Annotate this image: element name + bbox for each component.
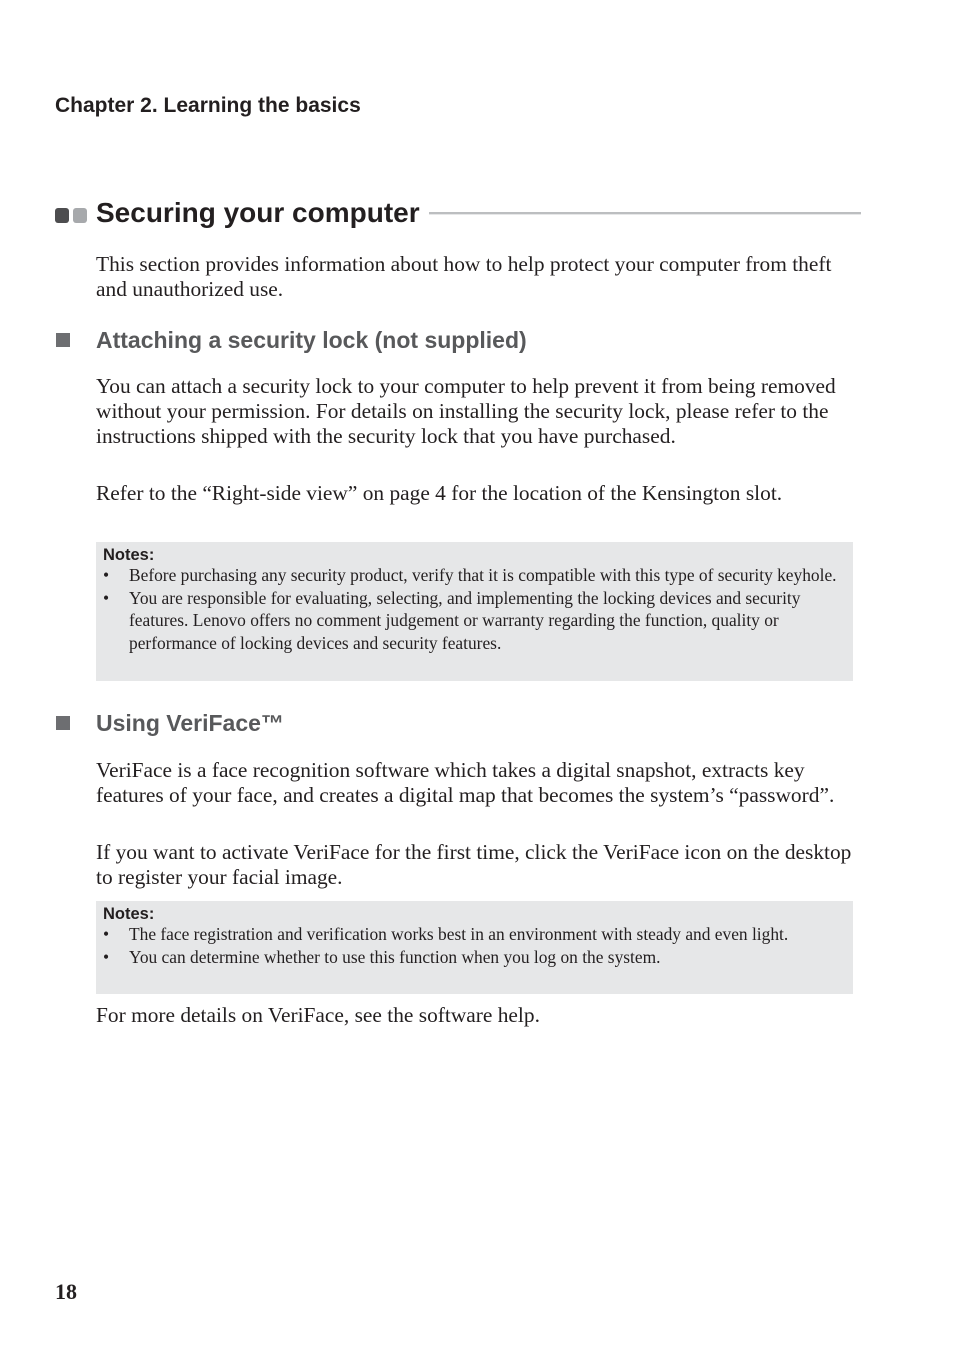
note-text: Before purchasing any security product, verify that it is compatible with this type of security keyhole.: [129, 565, 837, 585]
paragraph: For more details on VeriFace, see the software help.: [96, 1003, 540, 1027]
intro-paragraph: This section provides information about how to help protect your computer from theft and unauthorized use.: [96, 252, 832, 301]
notes-title: Notes:: [103, 905, 155, 923]
subheading-veriface: [55, 709, 855, 739]
security-lock-paragraph-1: [96, 374, 864, 449]
note-text: You can determine whether to use this function when you log on the system.: [129, 946, 661, 967]
list-item: [103, 946, 843, 969]
bullet-icon: •: [103, 946, 110, 967]
page-number: 18: [55, 1279, 77, 1304]
light-square-icon: [73, 208, 87, 223]
note-text: The face registration and verification works best in an environment with steady and even light.: [129, 924, 789, 944]
paragraph: Refer to the “Right-side view” on page 4 for the location of the Kensington slot.: [96, 481, 783, 505]
paragraph: VeriFace is a face recognition software which takes a digital snapshot, extracts key features of your face, and creates a digital map that becomes the system’s “password”.: [96, 758, 835, 807]
list-item: [103, 564, 843, 587]
square-bullet-icon: [56, 716, 70, 730]
notes-list: [103, 923, 843, 968]
notes-title: Notes:: [103, 546, 155, 564]
veriface-footer: [96, 1003, 864, 1028]
list-item: [103, 923, 843, 946]
note-text: You are responsible for evaluating, selecting, and implementing the locking devices and security features. Lenovo offers no comment judgement or warranty regarding the function, quality or performance of locking devices and security features.: [129, 587, 801, 653]
security-lock-paragraph-2: [96, 481, 864, 506]
double-square-icon: [55, 208, 91, 224]
bullet-icon: •: [103, 924, 110, 944]
section-title: Securing your computer: [96, 197, 420, 228]
dark-square-icon: [55, 208, 69, 223]
paragraph: If you want to activate VeriFace for the first time, click the VeriFace icon on the desktop to register your facial image.: [96, 840, 852, 889]
square-bullet-icon: [56, 333, 70, 347]
bullet-icon: •: [103, 587, 110, 608]
section-intro: [96, 252, 864, 302]
bullet-icon: •: [103, 565, 110, 585]
veriface-paragraph-2: [96, 840, 864, 890]
notes-box-security-lock: [96, 542, 853, 681]
notes-box-veriface: [96, 901, 853, 994]
subheading-security-lock: [55, 326, 855, 356]
list-item: [103, 587, 843, 655]
veriface-paragraph-1: [96, 758, 864, 808]
section-rule: [429, 212, 861, 215]
subheading-label: Using VeriFace™: [96, 710, 284, 736]
chapter-header: Chapter 2. Learning the basics: [55, 94, 361, 117]
paragraph: You can attach a security lock to your computer to help prevent it from being removed without your permission. For details on installing the security lock, please refer to the instructions shipped with the security lock that you have purchased.: [96, 374, 836, 448]
subheading-label: Attaching a security lock (not supplied): [96, 327, 527, 353]
section-heading: [55, 195, 861, 233]
notes-list: [103, 564, 843, 654]
